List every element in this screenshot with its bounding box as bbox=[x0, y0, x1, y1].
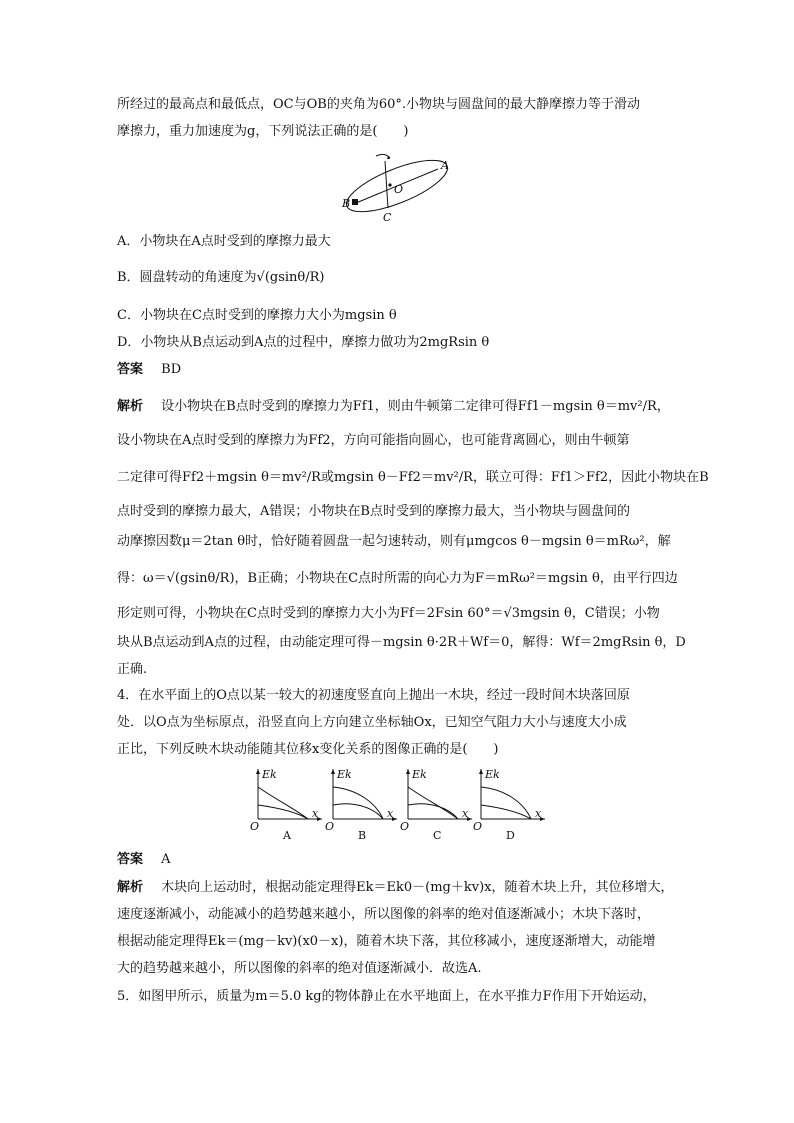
center-o-label: O bbox=[394, 183, 404, 196]
analysis-text: 设小物块在B点时受到的摩擦力为Ff1，则由牛顿第二定律可得Ff1－mgsin θ＝mv²/R， bbox=[161, 399, 670, 414]
q3-analysis-line-4: 点时受到的摩擦力最大，A错误；小物块在B点时受到的摩擦力最大，当小物块与圆盘间的 bbox=[117, 504, 630, 519]
q3-analysis-line-1 bbox=[117, 397, 670, 417]
q3-analysis-line-8: 块从B点运动到A点的过程，由动能定理可得－mgsin θ·2R＋Wf＝0，解得：Wf＝2mgRsin θ，D bbox=[117, 635, 686, 650]
graph-b-origin-label: O bbox=[325, 820, 335, 833]
graph-option-c bbox=[400, 765, 483, 843]
q4-analysis-line-2: 速度逐渐减小，动能减小的趋势越来越小，所以图像的斜率的绝对值逐渐减小；木块下落时， bbox=[117, 907, 651, 922]
q3-analysis-line-7: 形定则可得，小物块在C点时受到的摩擦力大小为Ff＝2Fsin 60°＝√3mgsin θ，C错误；小物 bbox=[117, 606, 660, 621]
q3-analysis-line-6: 得：ω＝√(gsinθ/R)，B正确；小物块在C点时所需的向心力为F＝mRω²＝mgsin θ，由平行四边 bbox=[117, 571, 678, 586]
q3-option-a: A．小物块在A点时受到的摩擦力最大 bbox=[117, 234, 331, 249]
graph-b-y-label: Ek bbox=[337, 768, 352, 781]
graph-d-y-label: Ek bbox=[485, 768, 500, 781]
graph-d-origin-label: O bbox=[473, 820, 483, 833]
q4-analysis-line-1 bbox=[117, 878, 674, 898]
q3-analysis-line-3: 二定律可得Ff2＋mgsin θ＝mv²/R或mgsin θ－Ff2＝mv²/R，联立可得：Ff1＞Ff2，因此小物块在B bbox=[117, 470, 709, 485]
answer-value: BD bbox=[161, 362, 182, 377]
analysis-label: 解析 bbox=[117, 399, 144, 414]
graph-option-b bbox=[325, 765, 405, 843]
graph-a-caption: A bbox=[283, 829, 291, 842]
graph-b-x-label: x bbox=[387, 807, 394, 820]
graph-b-caption: B bbox=[358, 829, 367, 842]
graph-d-x-label: x bbox=[535, 807, 542, 820]
q4-stem-line-3: 正比，下列反映木块动能随其位移x变化关系的图像正确的是( ) bbox=[117, 742, 499, 757]
q5-stem-line-1: 5．如图甲所示，质量为m＝5.0 kg的物体静止在水平地面上，在水平推力F作用下开始运动， bbox=[117, 989, 656, 1004]
graph-c-y-label: Ek bbox=[412, 768, 427, 781]
q3-option-c: C．小物块在C点时受到的摩擦力大小为mgsin θ bbox=[117, 308, 397, 323]
q3-option-d: D．小物块从B点运动到A点的过程中，摩擦力做功为2mgRsin θ bbox=[117, 335, 490, 350]
q3-analysis-line-5: 动摩擦因数μ＝2tan θ时，恰好随着圆盘一起匀速转动，则有μmgcos θ－mgsin θ＝mRω²，解 bbox=[117, 534, 671, 549]
q3-stem-line-2: 摩擦力，重力加速度为g，下列说法正确的是( ) bbox=[117, 124, 409, 139]
analysis-label: 解析 bbox=[117, 880, 144, 895]
q3-answer bbox=[117, 360, 181, 380]
rotating-disc-figure bbox=[335, 150, 460, 225]
answer-label: 答案 bbox=[117, 852, 144, 867]
answer-label: 答案 bbox=[117, 362, 144, 377]
analysis-text: 木块向上运动时，根据动能定理得Ek＝Ek0－(mg＋kv)x，随着木块上升，其位移增大， bbox=[161, 880, 674, 895]
q3-stem-line-1: 所经过的最高点和最低点，OC与OB的夹角为60°.小物块与圆盘间的最大静摩擦力等于滑动 bbox=[117, 97, 640, 112]
point-a-label: A bbox=[441, 159, 449, 172]
graph-option-a bbox=[250, 765, 330, 843]
graph-c-origin-label: O bbox=[400, 820, 410, 833]
q3-option-b: B．圆盘转动的角速度为√(gsinθ/R) bbox=[117, 270, 325, 285]
q4-answer bbox=[117, 850, 171, 870]
graph-c-caption: C bbox=[433, 829, 442, 842]
point-c-label: C bbox=[383, 211, 392, 224]
q4-stem-line-2: 处．以O点为坐标原点，沿竖直向上方向建立坐标轴Ox，已知空气阻力大小与速度大小成 bbox=[117, 715, 627, 730]
graph-a-y-label: Ek bbox=[262, 768, 277, 781]
graph-a-x-label: x bbox=[312, 807, 319, 820]
graph-d-caption: D bbox=[506, 829, 515, 842]
q4-analysis-line-3: 根据动能定理得Ek＝(mg－kv)(x0－x)，随着木块下落，其位移减小，速度逐渐增大，动能增 bbox=[117, 934, 656, 949]
q3-analysis-line-9: 正确. bbox=[117, 662, 148, 677]
answer-value: A bbox=[161, 852, 171, 867]
q4-analysis-line-4: 大的趋势越来越小，所以图像的斜率的绝对值逐渐减小．故选A. bbox=[117, 961, 482, 976]
q3-analysis-line-2: 设小物块在A点时受到的摩擦力为Ff2，方向可能指向圆心，也可能背离圆心，则由牛顿第 bbox=[117, 433, 630, 448]
point-b-label: B bbox=[342, 197, 351, 210]
graph-a-origin-label: O bbox=[250, 820, 260, 833]
graph-option-d bbox=[473, 765, 553, 843]
graph-c-x-label: x bbox=[462, 807, 469, 820]
q4-stem-line-1: 4．在水平面上的O点以某一较大的初速度竖直向上抛出一木块，经过一段时间木块落回原 bbox=[117, 688, 630, 703]
